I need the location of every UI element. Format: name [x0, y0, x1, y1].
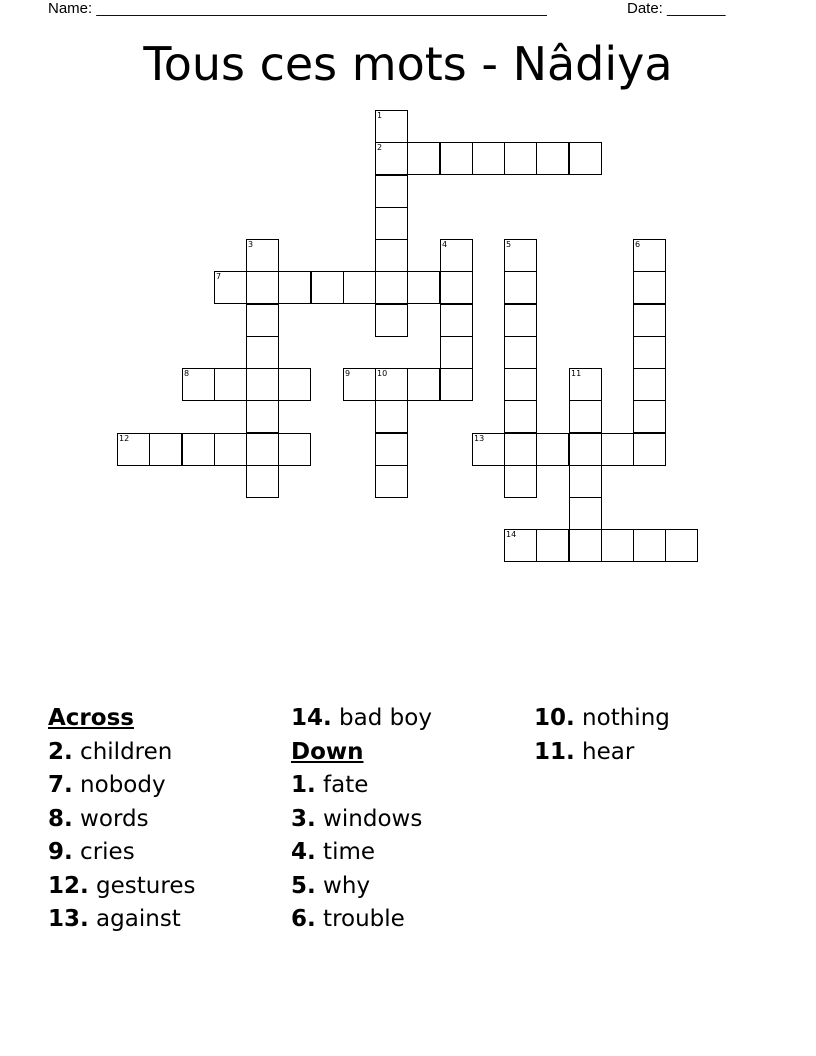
clue-number: 6: [635, 240, 641, 249]
grid-cell[interactable]: [278, 433, 311, 466]
clue-number: 10: [377, 369, 388, 378]
down-heading: Down: [291, 738, 364, 765]
grid-cell[interactable]: [633, 529, 666, 562]
grid-cell[interactable]: [375, 465, 408, 498]
grid-cell[interactable]: [246, 239, 279, 272]
grid-cell[interactable]: [246, 271, 279, 304]
grid-cell[interactable]: [375, 175, 408, 208]
clue-down-10: 10. nothing: [534, 705, 670, 731]
grid-cell[interactable]: [311, 271, 344, 304]
grid-cell[interactable]: [504, 368, 537, 401]
clue-number: 11: [571, 369, 582, 378]
grid-cell[interactable]: [407, 142, 440, 175]
grid-cell[interactable]: [246, 465, 279, 498]
grid-cell[interactable]: [536, 142, 569, 175]
clue-number: 3: [248, 240, 254, 249]
clue-across-2: 2. children: [48, 738, 173, 765]
grid-cell[interactable]: [375, 142, 408, 175]
grid-cell[interactable]: [407, 368, 440, 401]
grid-cell[interactable]: [569, 465, 602, 498]
grid-cell[interactable]: [633, 271, 666, 304]
clue-across-14: 14. bad boy: [291, 705, 432, 731]
grid-cell[interactable]: [601, 433, 634, 466]
clue-number: 1: [377, 111, 383, 120]
clue-across-12: 12. gestures: [48, 872, 196, 899]
grid-cell[interactable]: [278, 271, 311, 304]
grid-cell[interactable]: [440, 239, 473, 272]
grid-cell[interactable]: [246, 433, 279, 466]
grid-cell[interactable]: [504, 465, 537, 498]
grid-cell[interactable]: [214, 271, 247, 304]
clue-across-8: 8. words: [48, 805, 149, 832]
grid-cell[interactable]: [278, 368, 311, 401]
clue-down-3: 3. windows: [291, 805, 423, 832]
grid-cell[interactable]: [343, 271, 376, 304]
grid-cell[interactable]: [504, 400, 537, 433]
grid-cell[interactable]: [214, 433, 247, 466]
grid-cell[interactable]: [504, 142, 537, 175]
clue-number: 12: [119, 434, 130, 443]
clue-down-5: 5. why: [291, 872, 371, 899]
grid-cell[interactable]: [504, 271, 537, 304]
clue-across-9: 9. cries: [48, 839, 135, 865]
grid-cell[interactable]: [246, 368, 279, 401]
grid-cell[interactable]: [665, 529, 698, 562]
grid-cell[interactable]: [246, 400, 279, 433]
grid-cell[interactable]: [601, 529, 634, 562]
grid-cell[interactable]: [569, 433, 602, 466]
grid-cell[interactable]: [375, 433, 408, 466]
grid-cell[interactable]: [182, 433, 215, 466]
grid-cell[interactable]: [375, 304, 408, 337]
grid-cell[interactable]: [504, 336, 537, 369]
clue-number: 2: [377, 143, 383, 152]
grid-cell[interactable]: [569, 400, 602, 433]
grid-cell[interactable]: [375, 207, 408, 240]
grid-cell[interactable]: [472, 142, 505, 175]
grid-cell[interactable]: [504, 433, 537, 466]
grid-cell[interactable]: [375, 368, 408, 401]
grid-cell[interactable]: [536, 433, 569, 466]
grid-cell[interactable]: [504, 239, 537, 272]
clue-down-6: 6. trouble: [291, 906, 405, 932]
grid-cell[interactable]: [246, 304, 279, 337]
grid-cell[interactable]: [633, 433, 666, 466]
clue-down-1: 1. fate: [291, 772, 369, 798]
grid-cell[interactable]: [440, 142, 473, 175]
grid-cell[interactable]: [536, 529, 569, 562]
clues-column-2: [291, 702, 432, 937]
clue-across-7: 7. nobody: [48, 772, 166, 798]
grid-cell[interactable]: [182, 368, 215, 401]
clue-number: 5: [506, 240, 512, 249]
grid-cell[interactable]: [569, 142, 602, 175]
grid-cell[interactable]: [504, 529, 537, 562]
clues-column-1: [48, 702, 195, 937]
grid-cell[interactable]: [633, 336, 666, 369]
clues-column-3: [534, 702, 670, 769]
clue-number: 14: [506, 530, 517, 539]
grid-cell[interactable]: [440, 336, 473, 369]
clue-number: 4: [442, 240, 448, 249]
grid-cell[interactable]: [440, 304, 473, 337]
grid-cell[interactable]: [440, 271, 473, 304]
date-field-label: Date: _______: [627, 0, 726, 17]
clue-number: 13: [474, 434, 485, 443]
across-heading: Across: [48, 705, 134, 731]
grid-cell[interactable]: [569, 368, 602, 401]
grid-cell[interactable]: [375, 239, 408, 272]
puzzle-title: Tous ces mots - Nâdiya: [143, 37, 673, 91]
grid-cell[interactable]: [633, 368, 666, 401]
grid-cell[interactable]: [633, 400, 666, 433]
grid-cell[interactable]: [149, 433, 182, 466]
grid-cell[interactable]: [472, 433, 505, 466]
grid-cell[interactable]: [246, 336, 279, 369]
grid-cell[interactable]: [569, 497, 602, 530]
grid-cell[interactable]: [569, 529, 602, 562]
grid-cell[interactable]: [633, 304, 666, 337]
name-field-label: Name: ______________________________________________________: [48, 0, 547, 17]
grid-cell[interactable]: [214, 368, 247, 401]
grid-cell[interactable]: [633, 239, 666, 272]
grid-cell[interactable]: [440, 368, 473, 401]
grid-cell[interactable]: [375, 400, 408, 433]
grid-cell[interactable]: [504, 304, 537, 337]
grid-cell[interactable]: [375, 110, 408, 143]
clue-number: 8: [184, 369, 190, 378]
grid-cell[interactable]: [407, 271, 440, 304]
clue-down-11: 11. hear: [534, 738, 635, 765]
clue-down-4: 4. time: [291, 839, 376, 865]
grid-cell[interactable]: [117, 433, 150, 466]
clue-across-13: 13. against: [48, 906, 181, 932]
grid-cell[interactable]: [343, 368, 376, 401]
grid-cell[interactable]: [375, 271, 408, 304]
clue-number: 7: [216, 272, 222, 281]
clue-number: 9: [345, 369, 351, 378]
